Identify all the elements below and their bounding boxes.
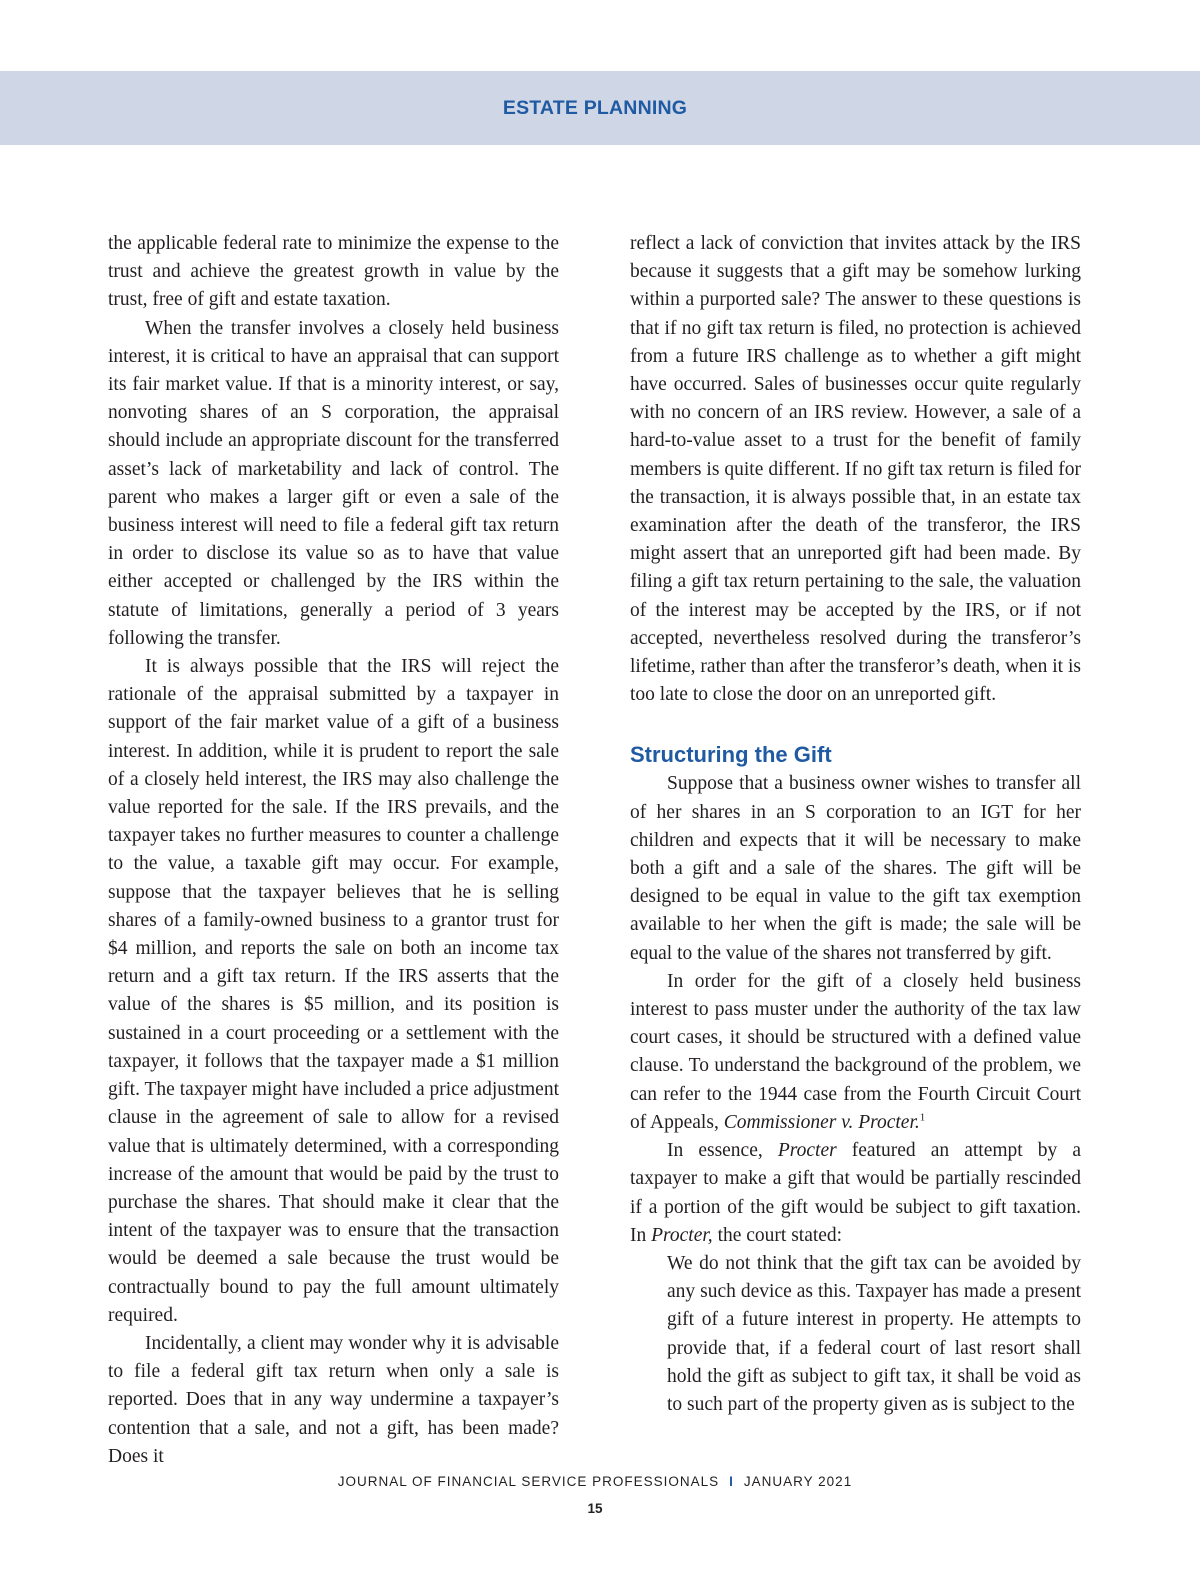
left-column	[108, 230, 559, 1471]
body-paragraph: Incidentally, a client may wonder why it is advisable to file a federal gift tax return when only a sale is reported. Does that in any way undermine a taxpayer’s contention that a sale, and not a gift, has been made? Does it	[108, 1332, 559, 1467]
paragraph-text: featured an attempt by a taxpayer to make a gift that would be partially rescinded if a portion of the gift would be subject to gift taxation. In	[630, 1140, 1082, 1246]
body-paragraph: When the transfer involves a closely held business interest, it is critical to have an appraisal that can support its fair market value. If that is a minority interest, or say, nonvoting shares of an S corporation, the appraisal should include an appropriate discount for the transferred asset’s lack of marketability and lack of control. The parent who makes a larger gift or even a sale of the business interest will need to file a federal gift tax return in order to disclose its value so as to have that value either accepted or challenged by the IRS within the statute of limitations, generally a period of 3 years following the transfer.	[108, 317, 559, 649]
body-paragraph	[630, 1137, 1081, 1250]
body-paragraph: reflect a lack of conviction that invites attack by the IRS because it suggests that a gift may be somehow lurking within a purported sale? The answer to these questions is that if no gift tax return is filed, no protection is achieved from a future IRS challenge as to whether a gift might have occurred. Sales of businesses occur quite regularly with no concern of an IRS review. However, a sale of a hard-to-value asset to a trust for the benefit of family members is quite different. If no gift tax return is filed for the transaction, it is always possible that, in an estate tax examination after the death of the transferor, the IRS might assert that an unreported gift had been made. By filing a gift tax return pertaining to the sale, the valuation of the interest may be accepted by the IRS, or if not accepted, nevertheless resolved during the transferor’s lifetime, rather than after the transferor’s death, when it is too late to close the door on an unreported gift.	[630, 233, 1081, 706]
footer-separator: I	[729, 1474, 734, 1489]
journal-name: JOURNAL OF FINANCIAL SERVICE PROFESSIONALS	[337, 1474, 720, 1489]
case-citation: Procter,	[651, 1224, 713, 1246]
body-paragraph	[630, 968, 1081, 1137]
page-footer	[0, 1474, 1190, 1489]
paragraph-text: the court stated:	[717, 1224, 843, 1246]
subsection-heading: Structuring the Gift	[630, 742, 832, 768]
page-number: 15	[587, 1501, 603, 1516]
paragraph-text: In order for the gift of a closely held business interest to pass muster under the authority of the tax law court cases, it should be structured with a defined value clause. To understand the background of the problem, we can refer to the 1944 case from the Fourth Circuit Court of Appeals,	[630, 970, 1081, 1133]
block-quote: We do not think that the gift tax can be avoided by any such device as this. Taxpayer has made a present gift of a future interest in property. He attempts to provide that, if a federal court of last resort shall hold the gift as subject to gift tax, it shall be void as to such part of the property given as is subject to the	[667, 1252, 1081, 1415]
body-paragraph: It is always possible that the IRS will reject the rationale of the appraisal submitted by a taxpayer in support of the fair market value of a gift of a business interest. In addition, while it is prudent to report the sale of a closely held interest, the IRS may also challenge the value reported for the sale. If the IRS prevails, and the taxpayer takes no further measures to counter a challenge to the value, a taxable gift may occur. For example, suppose that the taxpayer believes that he is selling shares of a family-owned business to a grantor trust for $4 million, and reports the sale on both an income tax return and a gift tax return. If the IRS asserts that the value of the shares is $5 million, and its position is sustained in a court proceeding or a settlement with the taxpayer, it follows that the taxpayer made a $1 million gift. The taxpayer might have included a price adjustment clause in the agreement of sale to allow for a revised value that is ultimately determined, with a corresponding increase of the amount that would be paid by the trust to purchase the shares. That should make it clear that the intent of the taxpayer was to ensure that the transaction would be deemed a sale because the trust would be contractually bound to pay the full amount ultimately required.	[108, 656, 559, 1326]
paragraph-text: In essence,	[667, 1140, 763, 1162]
body-paragraph: Suppose that a business owner wishes to transfer all of her shares in an S corporation to an IGT for her children and expects that it will be necessary to make both a gift and a sale of the shares. The gift will be designed to be equal in value to the gift tax exemption available to her when the gift is made; the sale will be equal to the value of the shares not transferred by gift.	[630, 773, 1081, 964]
footnote-marker: 1	[919, 1111, 926, 1124]
case-citation: Commissioner v. Procter.	[723, 1111, 920, 1133]
right-column	[630, 230, 1081, 1419]
issue-date: JANUARY 2021	[743, 1474, 853, 1489]
section-label: ESTATE PLANNING	[502, 97, 688, 119]
case-citation: Procter	[777, 1140, 837, 1162]
body-paragraph: the applicable federal rate to minimize the expense to the trust and achieve the greatest growth in value by the trust, free of gift and estate taxation.	[108, 233, 559, 311]
